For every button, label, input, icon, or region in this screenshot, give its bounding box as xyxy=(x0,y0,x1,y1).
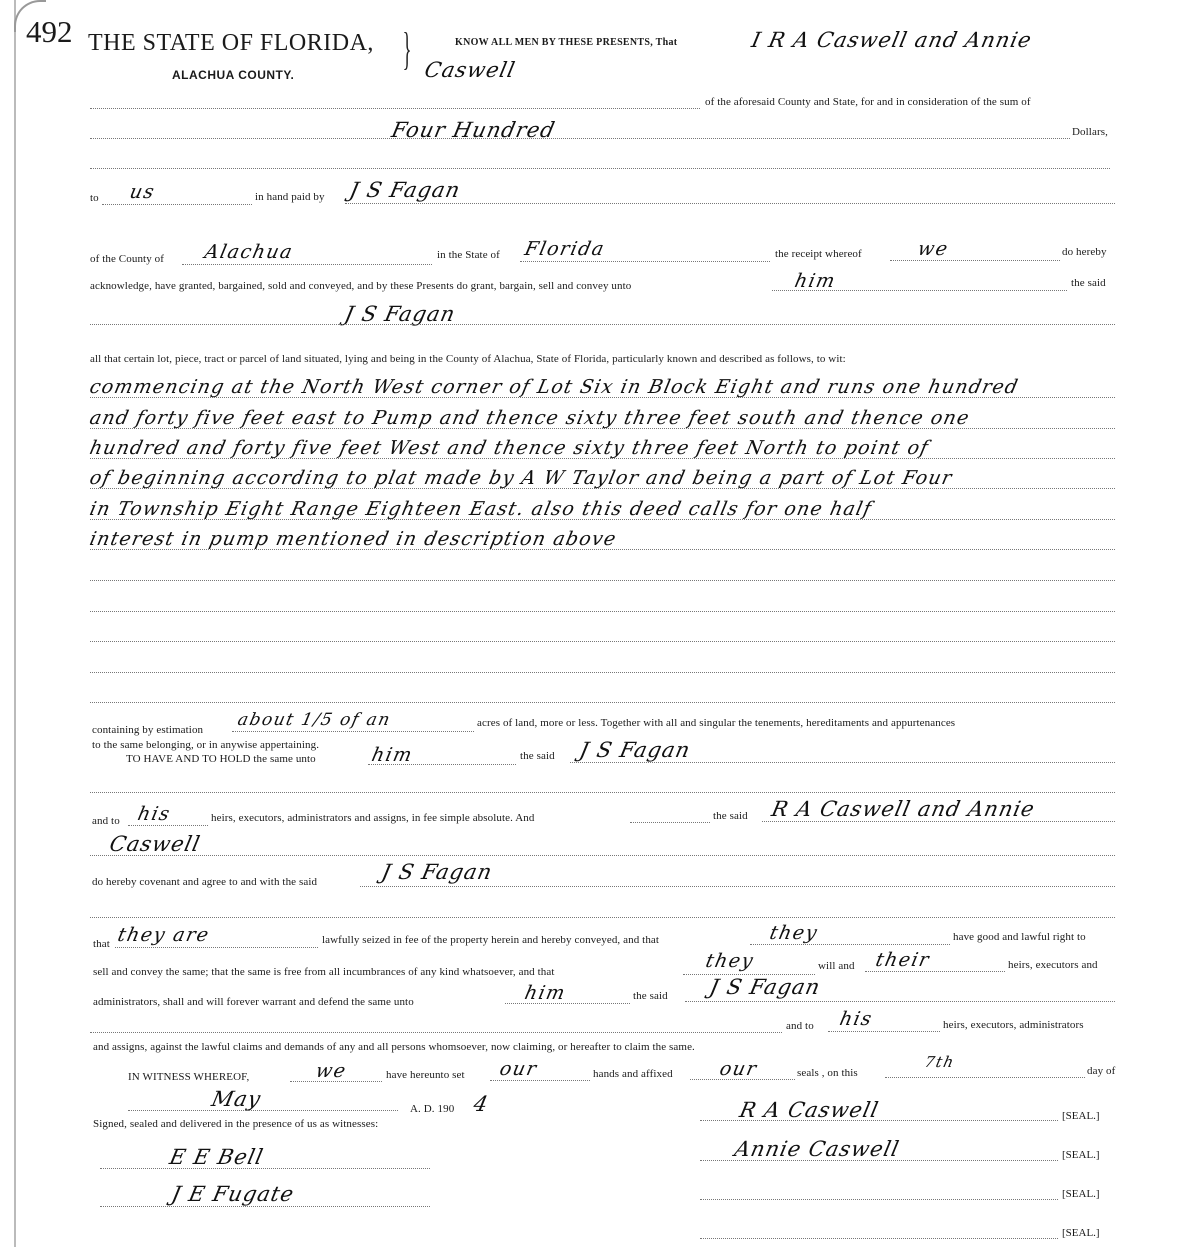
dollars-text: Dollars, xyxy=(1072,126,1108,138)
covenant-text: do hereby covenant and agree to and with the said xyxy=(92,876,318,888)
county-handwritten: Alachua xyxy=(202,241,296,263)
unto-handwritten: him xyxy=(792,270,839,292)
they-are-handwritten: they are xyxy=(115,924,212,946)
all-that-text: all that certain lot, piece, tract or parcel of land situated, lying and being in the County of Alachua, State of Florida, particularly known and described as follows, to wit: xyxy=(90,353,846,365)
blank-line xyxy=(368,764,516,765)
month-handwritten: May xyxy=(209,1087,264,1111)
brace: } xyxy=(402,23,412,74)
good-right-text: have good and lawful right to xyxy=(953,931,1086,943)
him-handwritten: him xyxy=(522,982,569,1004)
his-handwritten: his xyxy=(135,803,173,825)
in-witness-text: IN WITNESS WHEREOF, xyxy=(128,1071,250,1083)
sell-text: sell and convey the same; that the same is free from all incumbrances of any kind whatsoever, and that xyxy=(93,966,555,978)
administrators-text: administrators, shall and will forever warrant and defend the same unto xyxy=(93,996,414,1008)
description-line-1: commencing at the North West corner of Lot Six in Block Eight and runs one hundred xyxy=(87,376,1021,398)
belonging-text: to the same belonging, or in anywise appertaining. xyxy=(92,739,320,751)
will-and-text: will and xyxy=(818,960,855,972)
blank-line xyxy=(762,821,1115,822)
to-text: to xyxy=(90,192,99,204)
acres-handwritten: about 1/5 of an xyxy=(235,710,393,730)
signature-line xyxy=(700,1238,1058,1239)
day-handwritten: 7th xyxy=(923,1053,957,1071)
blank-line xyxy=(90,855,1115,856)
their-handwritten: their xyxy=(873,949,933,971)
page-edge xyxy=(14,0,16,1247)
heirs-exec-text: heirs, executors and xyxy=(1008,959,1098,971)
know-all-men: KNOW ALL MEN BY THESE PRESENTS, That xyxy=(455,37,678,48)
to-have-name-handwritten: J S Fagan xyxy=(577,738,693,762)
blank-line xyxy=(90,611,1115,612)
and-to-text: and to xyxy=(92,815,120,827)
witness-line xyxy=(100,1206,430,1207)
description-line-6: interest in pump mentioned in description above xyxy=(87,528,619,550)
signature-line xyxy=(700,1199,1058,1200)
payer-handwritten: J S Fagan xyxy=(347,178,463,202)
blank-line xyxy=(490,1080,590,1081)
blank-line xyxy=(90,138,1070,139)
our-2-handwritten: our xyxy=(717,1058,760,1080)
receipt-text: the receipt whereof xyxy=(775,248,862,260)
the-said-2-text: the said xyxy=(713,810,748,822)
blank-line xyxy=(520,261,770,262)
blank-line xyxy=(90,917,1115,918)
we-handwritten: we xyxy=(313,1060,349,1082)
grantors-handwritten: I R A Caswell and Annie xyxy=(749,28,1035,52)
covenant-handwritten: J S Fagan xyxy=(379,860,495,884)
grantors-handwritten-2: Caswell xyxy=(422,58,518,82)
in-hand-text: in hand paid by xyxy=(255,191,325,203)
to-handwritten: us xyxy=(127,181,158,203)
blank-line xyxy=(890,260,1060,261)
blank-line xyxy=(182,264,432,265)
signature-annie-caswell: Annie Caswell xyxy=(732,1137,902,1161)
blank-line xyxy=(128,825,208,826)
in-state-text: in the State of xyxy=(437,249,500,261)
of-county-text: of the County of xyxy=(90,253,165,265)
they-2-handwritten: they xyxy=(703,950,757,972)
hands-text: hands and affixed xyxy=(593,1068,673,1080)
blank-line xyxy=(90,641,1115,642)
grantors-handwritten-4: Caswell xyxy=(107,832,203,856)
blank-line xyxy=(885,1077,1085,1078)
description-line-4: of beginning according to plat made by A W Taylor and being a part of Lot Four xyxy=(87,467,955,489)
blank-line xyxy=(90,324,1115,325)
blank-line xyxy=(90,702,1115,703)
blank-line xyxy=(128,1110,398,1111)
heirs-2-text: heirs, executors, administrators xyxy=(943,1019,1084,1031)
grantors-handwritten-3: R A Caswell and Annie xyxy=(769,797,1038,821)
amount-handwritten: Four Hundred xyxy=(389,118,558,142)
grantee-handwritten: J S Fagan xyxy=(342,302,458,326)
our-handwritten: our xyxy=(497,1058,540,1080)
witness-line xyxy=(100,1168,430,1169)
to-have-text: TO HAVE AND TO HOLD the same unto xyxy=(126,753,316,765)
aforesaid-text: of the aforesaid County and State, for and in consideration of the sum of xyxy=(705,96,1031,108)
assigns-text: and assigns, against the lawful claims and demands of any and all persons whomsoever, now claiming, or hereafter to claim the same. xyxy=(93,1041,695,1053)
description-line-2: and forty five feet east to Pump and thence sixty three feet south and thence one xyxy=(87,407,972,429)
witness-je-fugate: J E Fugate xyxy=(169,1182,297,1206)
heirs-text: heirs, executors, administrators and assigns, in fee simple absolute. And xyxy=(211,812,535,824)
acres-text: acres of land, more or less. Together with all and singular the tenements, hereditaments and appurtenances xyxy=(477,717,956,729)
and-to-2-text: and to xyxy=(786,1020,814,1032)
state-title: THE STATE OF FLORIDA, xyxy=(88,30,374,56)
the-said-3-text: the said xyxy=(633,990,668,1002)
blank-line xyxy=(115,947,318,948)
hereunto-text: have hereunto set xyxy=(386,1069,465,1081)
blank-line xyxy=(570,762,1115,763)
that-text: that xyxy=(93,938,110,950)
the-said-text: the said xyxy=(1071,277,1106,289)
fagan-handwritten: J S Fagan xyxy=(707,975,823,999)
blank-line xyxy=(685,1001,1115,1002)
they-handwritten: they xyxy=(767,922,821,944)
blank-line xyxy=(290,1081,382,1082)
to-have-said-text: the said xyxy=(520,750,555,762)
blank-line xyxy=(345,203,1115,204)
blank-line xyxy=(90,580,1115,581)
ad-text: A. D. 190 xyxy=(410,1103,455,1115)
description-line-5: in Township Eight Range Eighteen East. also this deed calls for one half xyxy=(87,498,875,520)
blank-line xyxy=(505,1003,630,1004)
blank-line xyxy=(630,822,710,823)
blank-line xyxy=(90,168,1110,169)
blank-line xyxy=(772,290,1067,291)
year-handwritten: 4 xyxy=(471,1092,491,1116)
blank-line xyxy=(102,204,252,205)
description-line-3: hundred and forty five feet West and thence sixty three feet North to point of xyxy=(87,437,931,459)
seal-2: [SEAL.] xyxy=(1062,1149,1100,1161)
county-title: ALACHUA COUNTY. xyxy=(172,68,295,82)
blank-line xyxy=(828,1031,940,1032)
blank-line xyxy=(865,971,1005,972)
blank-line xyxy=(90,108,700,109)
page-number: 492 xyxy=(26,14,73,49)
seal-3: [SEAL.] xyxy=(1062,1188,1100,1200)
blank-line xyxy=(232,731,474,732)
blank-line xyxy=(90,672,1115,673)
signed-text: Signed, sealed and delivered in the presence of us as witnesses: xyxy=(93,1118,379,1130)
receipt-handwritten: we xyxy=(915,238,951,260)
witness-ee-bell: E E Bell xyxy=(167,1145,266,1169)
blank-line xyxy=(90,1032,782,1033)
lawfully-text: lawfully seized in fee of the property herein and hereby conveyed, and that xyxy=(322,934,660,946)
do-hereby-text: do hereby xyxy=(1062,246,1107,258)
seal-1: [SEAL.] xyxy=(1062,1110,1100,1122)
seal-4: [SEAL.] xyxy=(1062,1227,1100,1239)
signature-ra-caswell: R A Caswell xyxy=(737,1098,882,1122)
day-of-text: day of xyxy=(1087,1065,1116,1077)
blank-line xyxy=(750,944,950,945)
blank-line xyxy=(690,1079,795,1080)
signature-line xyxy=(700,1160,1058,1161)
blank-line xyxy=(360,886,1115,887)
signature-line xyxy=(700,1120,1058,1121)
acknowledge-text: acknowledge, have granted, bargained, sold and conveyed, and by these Presents do grant, bargain, sell and convey unto xyxy=(90,280,632,292)
to-have-handwritten: him xyxy=(369,744,416,766)
containing-text: containing by estimation xyxy=(92,724,204,736)
seals-text: seals , on this xyxy=(797,1067,858,1079)
state-handwritten: Florida xyxy=(522,238,608,260)
blank-line xyxy=(90,792,1115,793)
his-2-handwritten: his xyxy=(837,1008,875,1030)
